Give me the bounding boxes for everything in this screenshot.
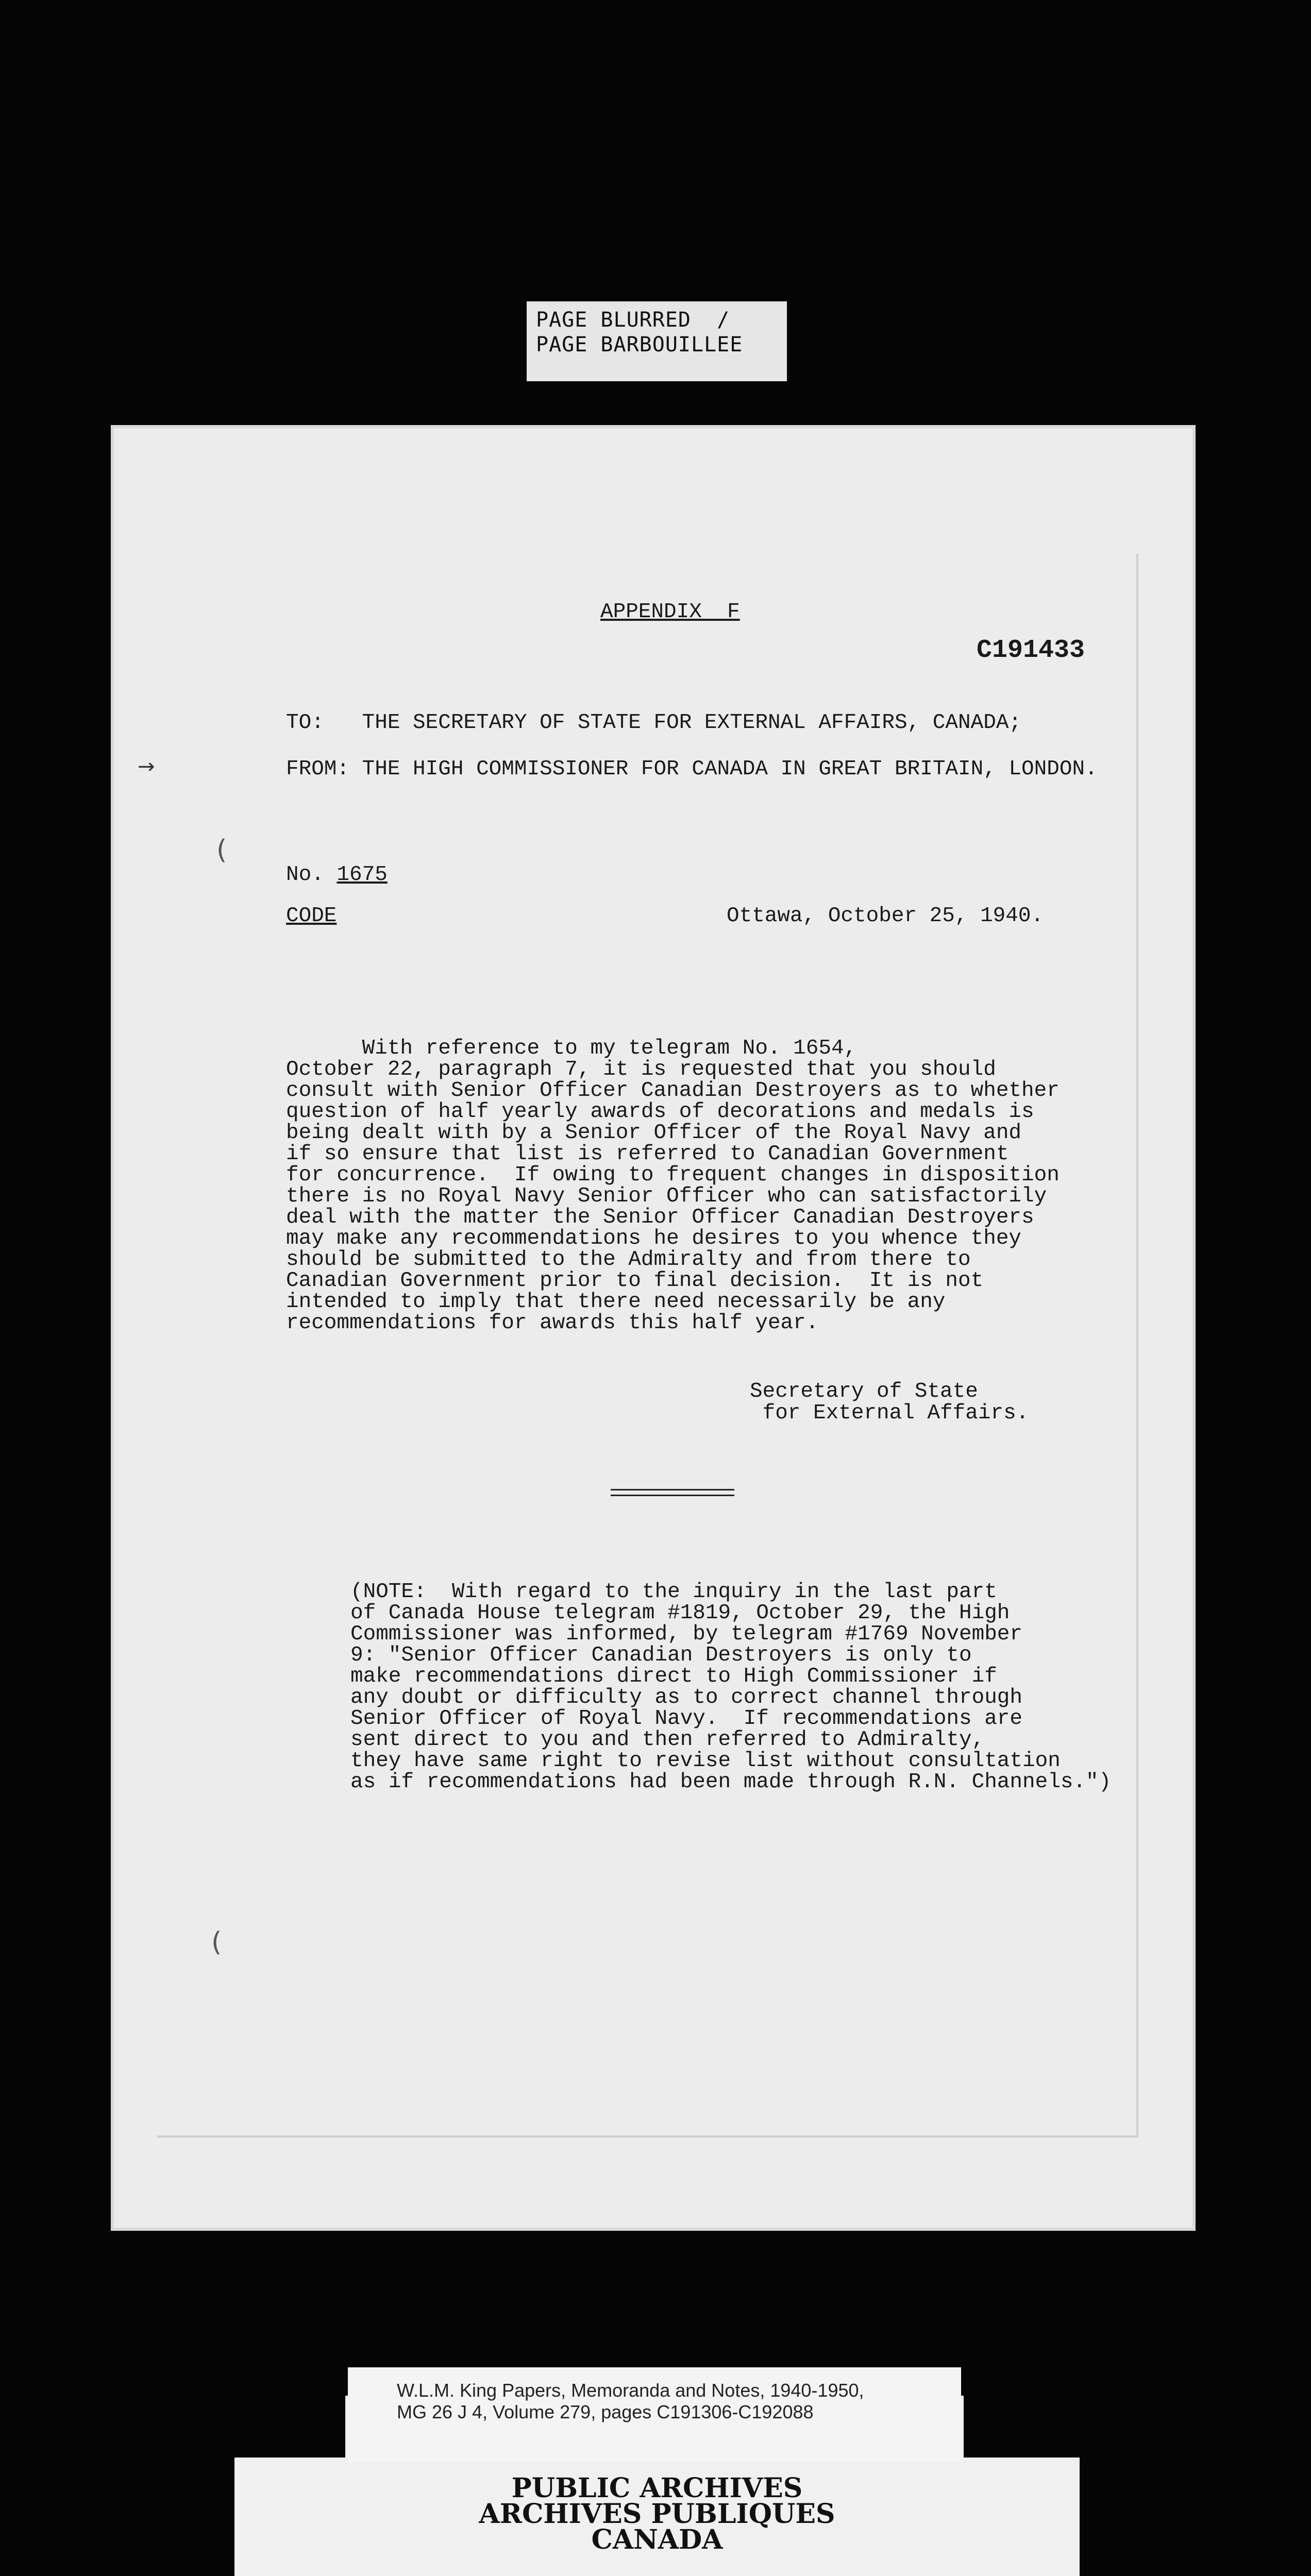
appendix-heading: APPENDIX F xyxy=(600,600,740,624)
body-line: should be submitted to the Admiralty and from there to xyxy=(286,1248,971,1272)
to-label: TO: xyxy=(286,711,324,735)
punch-hole-icon: ( xyxy=(211,1927,222,1958)
body-line: recommendations for awards this half year. xyxy=(286,1311,819,1335)
note-line: sent direct to you and then referred to Admiralty, xyxy=(350,1728,985,1752)
archive-stamp-line-2: ARCHIVES PUBLIQUES xyxy=(479,2498,835,2530)
body-line: there is no Royal Navy Senior Officer who can satisfactorily xyxy=(286,1184,1047,1208)
note-line: (NOTE: With regard to the inquiry in the last part xyxy=(350,1580,997,1604)
document-page xyxy=(111,425,1196,2231)
from-sender: THE HIGH COMMISSIONER FOR CANADA IN GREAT BRITAIN, LONDON. xyxy=(362,757,1098,781)
note-line: make recommendations direct to High Commissioner if xyxy=(350,1665,997,1688)
archive-card-notch-right xyxy=(964,2396,1080,2458)
note-text xyxy=(350,1582,1111,1793)
page-inner-border xyxy=(157,554,1138,2138)
body-line: question of half yearly awards of decorations and medals is xyxy=(286,1100,1034,1124)
note-line: they have same right to revise list without consultation xyxy=(350,1749,1061,1773)
to-recipient: THE SECRETARY OF STATE FOR EXTERNAL AFFAIRS, CANADA; xyxy=(362,711,1022,735)
body-line: if so ensure that list is referred to Canadian Government xyxy=(286,1142,1009,1166)
margin-arrow-icon: → xyxy=(138,755,155,778)
body-line: intended to imply that there need necessarily be any xyxy=(286,1290,946,1314)
code-label: CODE xyxy=(286,904,337,928)
archive-stamp-line-1: PUBLIC ARCHIVES xyxy=(511,2472,803,2504)
telegram-number-value: 1675 xyxy=(337,863,388,887)
citation-line-1: W.L.M. King Papers, Memoranda and Notes, 1940-1950, xyxy=(397,2380,864,2401)
signature-line: Secretary of State xyxy=(750,1380,978,1403)
body-line: for concurrence. If owing to frequent changes in disposition xyxy=(286,1163,1060,1187)
citation-line-2: MG 26 J 4, Volume 279, pages C191306-C192088 xyxy=(397,2401,814,2422)
to-line xyxy=(286,711,1021,735)
page-blurred-label-line-1: PAGE BLURRED / xyxy=(536,308,730,332)
punch-hole-icon: ( xyxy=(216,835,227,866)
body-line: consult with Senior Officer Canadian Destroyers as to whether xyxy=(286,1079,1060,1103)
body-line: deal with the matter the Senior Officer Canadian Destroyers xyxy=(286,1206,1034,1229)
note-line: Senior Officer of Royal Navy. If recommendations are xyxy=(350,1707,1023,1731)
from-line xyxy=(286,757,1098,781)
body-line: October 22, paragraph 7, it is requested that you should xyxy=(286,1058,996,1081)
body-line: being dealt with by a Senior Officer of the Royal Navy and xyxy=(286,1121,1022,1145)
page-blurred-label xyxy=(527,301,787,381)
body-line: Canadian Government prior to final decision. It is not xyxy=(286,1269,984,1293)
signature-line: for External Affairs. xyxy=(750,1401,1029,1425)
page-blurred-label-line-2: PAGE BARBOUILLEE xyxy=(536,333,743,357)
signature-block xyxy=(750,1381,1029,1424)
note-line: of Canada House telegram #1819, October 29, the High xyxy=(350,1601,1010,1625)
note-line: any doubt or difficulty as to correct channel through xyxy=(350,1686,1023,1709)
citation-label xyxy=(348,2367,961,2463)
archive-stamp xyxy=(234,2472,1080,2555)
telegram-number xyxy=(286,863,388,887)
section-divider xyxy=(611,1489,734,1496)
body-line: With reference to my telegram No. 1654, xyxy=(286,1037,857,1060)
from-label: FROM: xyxy=(286,757,350,781)
note-line: Commissioner was informed, by telegram #1769 November xyxy=(350,1622,1023,1646)
note-line: as if recommendations had been made through R.N. Channels.") xyxy=(350,1770,1112,1794)
telegram-number-label: No. xyxy=(286,863,324,887)
date-line: Ottawa, October 25, 1940. xyxy=(727,904,1044,928)
body-line: may make any recommendations he desires to you whence they xyxy=(286,1227,1022,1250)
archive-card-notch-left xyxy=(234,2396,345,2458)
document-number: C191433 xyxy=(977,636,1085,665)
body-text xyxy=(286,1038,1060,1334)
archive-stamp-line-3: CANADA xyxy=(591,2524,723,2555)
note-line: 9: "Senior Officer Canadian Destroyers is only to xyxy=(350,1643,972,1667)
